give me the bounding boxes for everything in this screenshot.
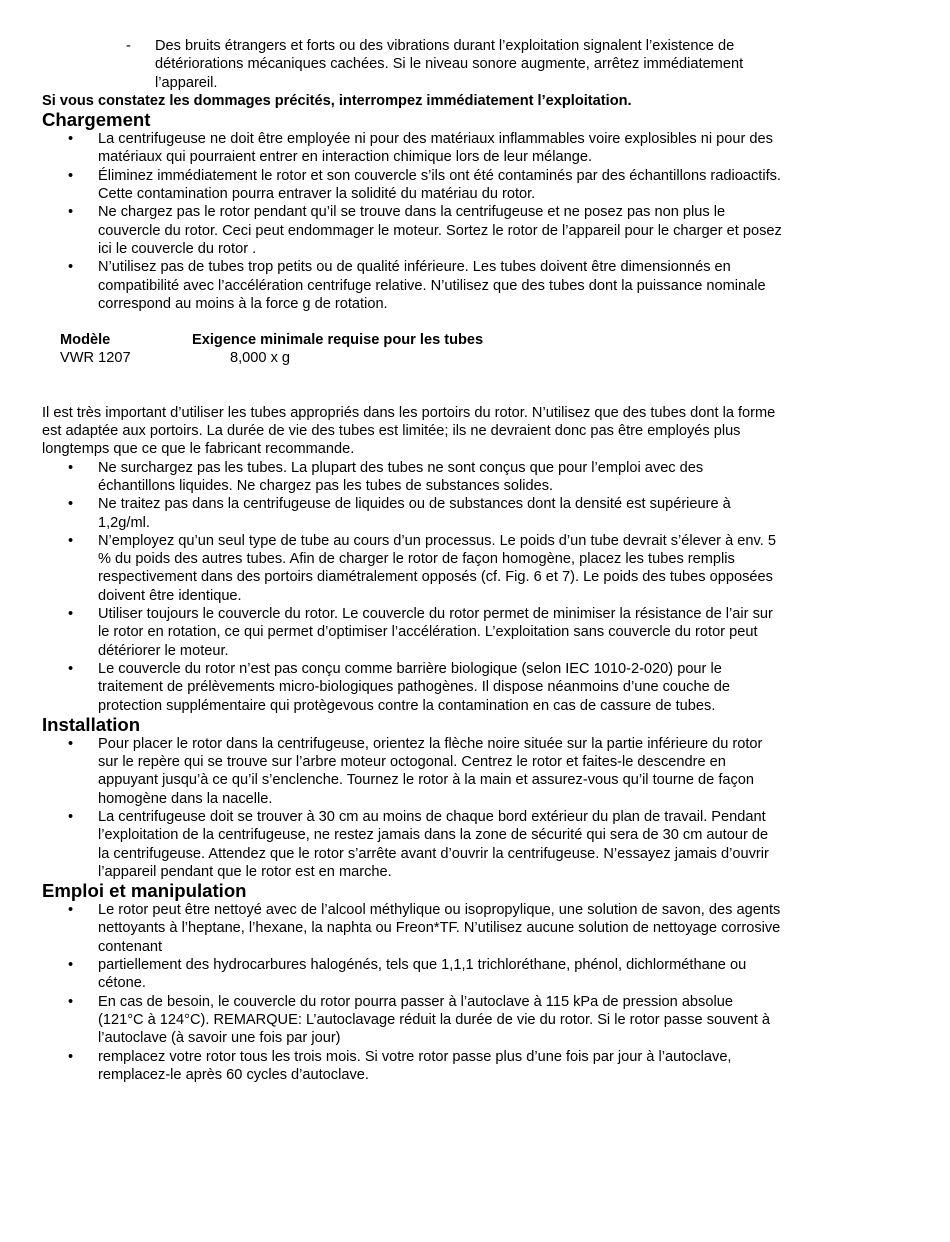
list-item-text: La centrifugeuse ne doit être employée ni pour des matériaux inflammables voire explosibles ni pour des matériaux qui pourraient entrer en interaction chimique lors de leur mélange. [98, 131, 773, 166]
dash-marker: - [126, 38, 131, 54]
chargement-bullet-list-2 [42, 459, 782, 715]
bullet-marker: • [68, 167, 74, 184]
list-item [42, 735, 782, 808]
table-row [60, 349, 483, 367]
spacer [42, 313, 782, 331]
emploi-bullet-list [42, 901, 782, 1084]
list-item-text: Le rotor peut être nettoyé avec de l’alcool méthylique ou isopropylique, une solution de savon, des agents nettoyants à l’heptane, l’hexane, la naphta ou Freon*TF. N’utilisez aucune solution de nettoyage corrosive contenant [98, 902, 781, 955]
list-item [42, 495, 782, 532]
list-item [42, 660, 782, 715]
list-item [42, 203, 782, 258]
list-item-text: partiellement des hydrocarbures halogénés, tels que 1,1,1 trichloréthane, phénol, dichlorméthane ou cétone. [98, 957, 747, 992]
list-item-text: Éliminez immédiatement le rotor et son couvercle s’ils ont été contaminés par des échantillons radioactifs. Cette contamination pourra entraver la solidité du matériau du rotor. [98, 167, 781, 203]
intro-dash-list [42, 37, 782, 92]
bullet-marker: • [68, 735, 74, 752]
list-item-text: N’utilisez pas de tubes trop petits ou de qualité inférieure. Les tubes doivent être dimensionnés en compatibilité avec l’accélération centrifuge relative. N’utilisez que des tubes dont la puissance nominale correspond au moins à la force g de rotation. [98, 259, 766, 312]
header-requirement: Exigence minimale requise pour les tubes [192, 332, 484, 349]
list-item-text: Ne surchargez pas les tubes. La plupart des tubes ne sont conçus que pour l’emploi avec des échantillons liquides. Ne chargez pas les tubes de substances solides. [98, 459, 704, 494]
section-heading-chargement: Chargement [42, 109, 151, 131]
document-page [42, 37, 782, 1084]
list-item [42, 1048, 782, 1085]
cell-requirement: 8,000 x g [230, 350, 291, 367]
list-item-text: Le couvercle du rotor n’est pas conçu comme barrière biologique (selon IEC 1010-2-020) pour le traitement de prélèvements micro-biologiques pathogènes. Il dispose néanmoins d’une couche de protection supplémentaire qui protègevous contre la contamination en cas de cassure de tubes. [98, 660, 730, 714]
warning-text: Si vous constatez les dommages précités, interrompez immédiatement l’exploitation. [42, 92, 632, 109]
section-heading-emploi: Emploi et manipulation [42, 880, 247, 902]
list-item-text: Ne chargez pas le rotor pendant qu’il se trouve dans la centrifugeuse et ne posez pas non plus le couvercle du rotor. Ceci peut endommager le moteur. Sortez le rotor de l’appareil pour le charger et posez ici le couvercle du rotor . [98, 204, 782, 257]
bullet-marker: • [68, 459, 74, 476]
list-item [42, 130, 782, 167]
list-item [42, 459, 782, 496]
list-item [42, 605, 782, 660]
list-item-text: La centrifugeuse doit se trouver à 30 cm au moins de chaque bord extérieur du plan de travail. Pendant l’exploitation de la centrifugeuse, ne restez jamais dans la zone de sécurité qui sera de 30 cm autour de la centrifugeuse. Attendez que le rotor s’arrête avant d’ouvrir la centrifugeuse. N’essayez jamais d’ouvrir l’appareil pendant que le rotor est en marche. [98, 808, 769, 880]
list-item [42, 993, 782, 1048]
list-item-text: Ne traitez pas dans la centrifugeuse de liquides ou de substances dont la densité est supérieure à 1,2g/ml. [98, 496, 731, 531]
cell-model: VWR 1207 [60, 350, 131, 367]
bullet-marker: • [68, 131, 74, 148]
spacer [42, 368, 782, 404]
chargement-bullet-list [42, 130, 782, 313]
bullet-marker: • [68, 532, 74, 549]
list-item-text: Utiliser toujours le couvercle du rotor. Le couvercle du rotor permet de minimiser la résistance de l’air sur le rotor en rotation, ce qui permet d’optimiser l’accélération. L’exploitation sans couvercle du rotor peut détériorer le moteur. [98, 606, 773, 659]
bullet-marker: • [68, 660, 74, 677]
bullet-marker: • [68, 496, 74, 513]
list-item [42, 167, 782, 204]
tube-requirement-table [60, 331, 483, 368]
bullet-marker: • [68, 957, 74, 974]
dash-item [42, 37, 782, 92]
installation-bullet-list [42, 735, 782, 881]
section-heading-installation: Installation [42, 713, 141, 735]
list-item [42, 258, 782, 313]
header-model: Modèle [60, 332, 111, 349]
bullet-marker: • [68, 204, 74, 221]
bullet-marker: • [68, 902, 74, 919]
list-item [42, 532, 782, 605]
list-item-text: En cas de besoin, le couvercle du rotor pourra passer à l’autoclave à 115 kPa de pression absolue (121°C à 124°C). REMARQUE: L’autoclavage réduit la durée de vie du rotor. Si le rotor passe souvent à l’autoclave (à savoir une fois par jour) [98, 993, 770, 1047]
list-item-text: remplacez votre rotor tous les trois mois. Si votre rotor passe plus d’une fois par jour à l’autoclave, remplacez-le après 60 cycles d’autoclave. [98, 1048, 732, 1083]
list-item [42, 956, 782, 993]
bullet-marker: • [68, 606, 74, 623]
list-item [42, 808, 782, 881]
table-header-row [60, 331, 483, 349]
list-item [42, 901, 782, 956]
bullet-marker: • [68, 1048, 74, 1065]
list-item-text: Pour placer le rotor dans la centrifugeuse, orientez la flèche noire située sur la partie inférieure du rotor sur le repère qui se trouve sur l’arbre moteur octogonal. Centrez le rotor et faites-le descendre en appuyant jusqu’à ce qu’il s’enclenche. Tournez le rotor à la main et assurez-vous qu’il tourne de façon homogène dans la nacelle. [98, 735, 763, 807]
dash-item-text: Des bruits étrangers et forts ou des vibrations durant l’exploitation signalent l’existence de détériorations mécaniques cachées. Si le niveau sonore augmente, arrêtez immédiatement l’appareil. [155, 38, 744, 91]
list-item-text: N’employez qu’un seul type de tube au cours d’un processus. Le poids d’un tube devrait s’élever à env. 5 % du poids des autres tubes. Afin de charger le rotor de façon homogène, placez les tubes remplis respectivement dans des portoirs diamétralement opposés (cf. Fig. 6 et 7). Le poids des tubes opposées doivent être identique. [98, 532, 776, 604]
bullet-marker: • [68, 993, 74, 1010]
tubes-paragraph: Il est très important d’utiliser les tubes appropriés dans les portoirs du rotor. N’utilisez que des tubes dont la forme est adaptée aux portoirs. La durée de vie des tubes est limitée; ils ne devraient donc pas être employés plus longtemps que ce que le fabricant recommande. [42, 404, 776, 458]
bullet-marker: • [68, 259, 74, 276]
bullet-marker: • [68, 808, 74, 825]
